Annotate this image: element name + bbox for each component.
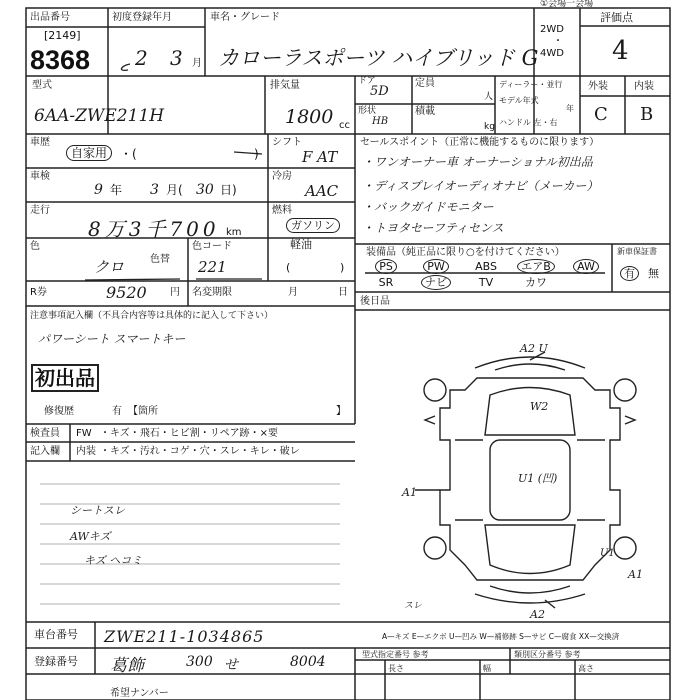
drive-2wd: 2WD (540, 24, 564, 35)
recycle-label: R券 (30, 287, 47, 298)
color-label: 色 (30, 241, 40, 252)
damage-mark: U1 (600, 548, 615, 559)
selling-point-item: ・ワンオーナー車 オーナーショナル初出品 (362, 155, 593, 169)
model-label: 型式 (32, 80, 52, 91)
aircon-value: AAC (305, 182, 339, 200)
equip-navi: ナビ (414, 276, 458, 290)
inspection-day: 30 (196, 182, 214, 198)
reg-label: 登録番号 (34, 655, 78, 668)
inspection-year-unit: 年 (110, 183, 123, 197)
shift-label: シフト (272, 137, 302, 148)
first-listing-stamp: 初出品 (31, 364, 99, 392)
damage-mark: A1 (628, 568, 643, 581)
history-close: ) (254, 147, 259, 161)
name-change-label: 名変期限 (192, 287, 232, 298)
first-reg-month: 3 (170, 46, 183, 70)
width-label: 幅 (483, 664, 491, 673)
inspection-day-unit: 日) (220, 183, 237, 197)
displacement-label: 排気量 (270, 80, 300, 91)
repair-place: 【箇所 (128, 406, 158, 417)
drive-4wd: 4WD (540, 48, 564, 59)
shift-value: F AT (302, 148, 338, 166)
model-code: 6AA-ZWE211H (34, 106, 165, 126)
recycle-unit: 円 (170, 287, 180, 298)
selling-point-item: ・バックガイドモニター (362, 200, 494, 214)
inspector-interior: 内装 (76, 446, 96, 457)
mileage-value: 8万3千700 (88, 217, 220, 241)
history-rest: ・( (120, 147, 137, 161)
chassis-number: ZWE211-1034865 (104, 627, 265, 646)
reg-class: 300 (186, 654, 213, 670)
shape-label: 形状 (358, 106, 377, 116)
inspector-fw: FW (76, 428, 92, 439)
cc-unit: cc (339, 120, 350, 131)
damage-legend: A—キズ E—エクボ U—凹み W—補修跡 S—サビ C—腐食 XX—交換済 (382, 632, 620, 641)
equip-pw: PW (414, 260, 458, 274)
rear-items-label: 後日品 (360, 296, 390, 307)
mileage-label: 走行 (30, 205, 50, 216)
damage-mark: U1 (凹) (518, 472, 558, 485)
history-label: 車歴 (30, 137, 50, 148)
length-label: 長さ (388, 664, 404, 673)
aircon-label: 冷房 (272, 171, 292, 182)
dealer-label: ディーラー・並行 (499, 80, 563, 89)
car-name: カローラスポーツ ハイブリッド G (218, 46, 539, 70)
shape-value: HB (372, 116, 389, 127)
reg-kana: せ (224, 657, 238, 673)
class-number-label: 類別区分番号 参考 (514, 650, 581, 659)
drive-sep: ・ (553, 36, 563, 47)
inspector-label: 検査員 (30, 428, 60, 439)
height-label: 高さ (578, 664, 594, 673)
preferred-number-label: 希望ナンバー (110, 688, 169, 699)
repair-value: 有 (112, 406, 122, 417)
selling-point-item: ・ディスプレイオーディオナビ（メーカー） (362, 179, 599, 193)
door-value: 5D (370, 84, 389, 99)
equipment-label: 装備品（純正品に限り○を付けてください） (366, 247, 565, 258)
repair-close: 】 (336, 406, 346, 417)
month-unit: 月 (192, 58, 202, 69)
color-value: クロ (94, 258, 125, 276)
warranty-yes: 有 (620, 268, 639, 279)
equip-airbag: エアB (514, 260, 558, 274)
damage-mark: W2 (530, 400, 549, 413)
lot-label: 出品番号 (30, 12, 70, 23)
ext-label: 外装 (588, 81, 608, 92)
sheet-number: [2149] (44, 29, 81, 42)
warranty-label: 新車保証書 (617, 247, 657, 256)
history-value: 自家用 (66, 148, 112, 159)
equip-aw: AW (564, 260, 608, 274)
score-label: 評価点 (600, 11, 633, 24)
damage-mark: スレ (404, 601, 423, 611)
door-label: ドア (358, 76, 376, 86)
damage-mark: A2 U (520, 342, 548, 355)
equip-abs: ABS (475, 260, 497, 273)
expiry-month-unit: 月 (288, 287, 298, 298)
remark-line: キズ ヘコミ (84, 554, 143, 567)
year-unit: 年 (566, 104, 574, 113)
equip-leather: カワ (525, 276, 547, 289)
reg-number: 8004 (290, 654, 326, 670)
displacement-value: 1800 (285, 106, 334, 128)
inspection-label: 車検 (30, 171, 50, 182)
int-label: 内装 (634, 81, 654, 92)
score-value: 4 (612, 36, 629, 66)
recycle-value: 9520 (106, 283, 147, 302)
warranty-no: 無 (648, 267, 659, 280)
inspection-month: 3 (150, 182, 159, 198)
capacity-label: 定員 (415, 78, 435, 89)
remark-line: AWキズ (70, 530, 111, 543)
equip-ps: PS (364, 260, 408, 274)
kg-unit: kg (484, 122, 495, 132)
reg-place: 葛飾 (110, 656, 144, 676)
int-grade: B (640, 104, 654, 125)
ext-grade: C (594, 104, 608, 125)
fuel-other-close: ) (340, 261, 345, 274)
fuel-diesel: 軽油 (290, 238, 312, 251)
type-designation-label: 型式指定番号 参考 (362, 650, 429, 659)
venue-note: ①会場一会場 (540, 0, 594, 9)
inspection-month-unit: 月( (166, 183, 183, 197)
fuel-label: 燃料 (272, 205, 292, 216)
equip-tv: TV (478, 276, 494, 289)
damage-mark: A2 (530, 608, 545, 621)
inspection-year: 9 (94, 182, 103, 198)
notes-text: パワーシート スマートキー (38, 332, 186, 346)
color-change-label: 色替 (150, 254, 170, 265)
selling-point-item: ・トヨタセーフティセンス (362, 221, 504, 235)
selling-points-label: セールスポイント（正常に機能するものに限ります） (360, 137, 600, 148)
model-year-label: モデル年式 (499, 96, 539, 105)
equip-sr: SR (378, 276, 394, 289)
notes-label: 注意事項記入欄（不具合内容等は具体的に記入して下さい） (30, 311, 274, 321)
first-reg-label: 初度登録年月 (112, 12, 172, 23)
chassis-label: 車台番号 (34, 628, 78, 641)
fuel-other-open: ( (286, 261, 291, 274)
remark-line: シートスレ (70, 504, 125, 517)
damage-mark: A1 (402, 486, 417, 499)
lot-number: 8368 (30, 45, 91, 75)
expiry-day-unit: 日 (338, 287, 348, 298)
inspector-row2: ・キズ・汚れ・コゲ・穴・スレ・キレ・破レ (100, 446, 300, 457)
repair-label: 修復歴 (44, 406, 74, 417)
handle-label: ハンドル 左・右 (499, 118, 558, 127)
inspector-label-2: 記入欄 (30, 446, 60, 457)
km-unit: km (226, 227, 242, 238)
first-reg-year: 2 (135, 46, 148, 70)
fuel-gasoline: ガソリン (286, 220, 340, 231)
inspector-row1: ・キズ・飛石・ヒビ割・リペア跡・×要 (100, 428, 278, 439)
person-unit: 人 (484, 92, 494, 102)
load-label: 積載 (415, 106, 435, 117)
color-code-value: 221 (198, 258, 227, 276)
color-code-label: 色コード (192, 241, 232, 252)
car-name-label: 車名・グレード (210, 12, 280, 23)
